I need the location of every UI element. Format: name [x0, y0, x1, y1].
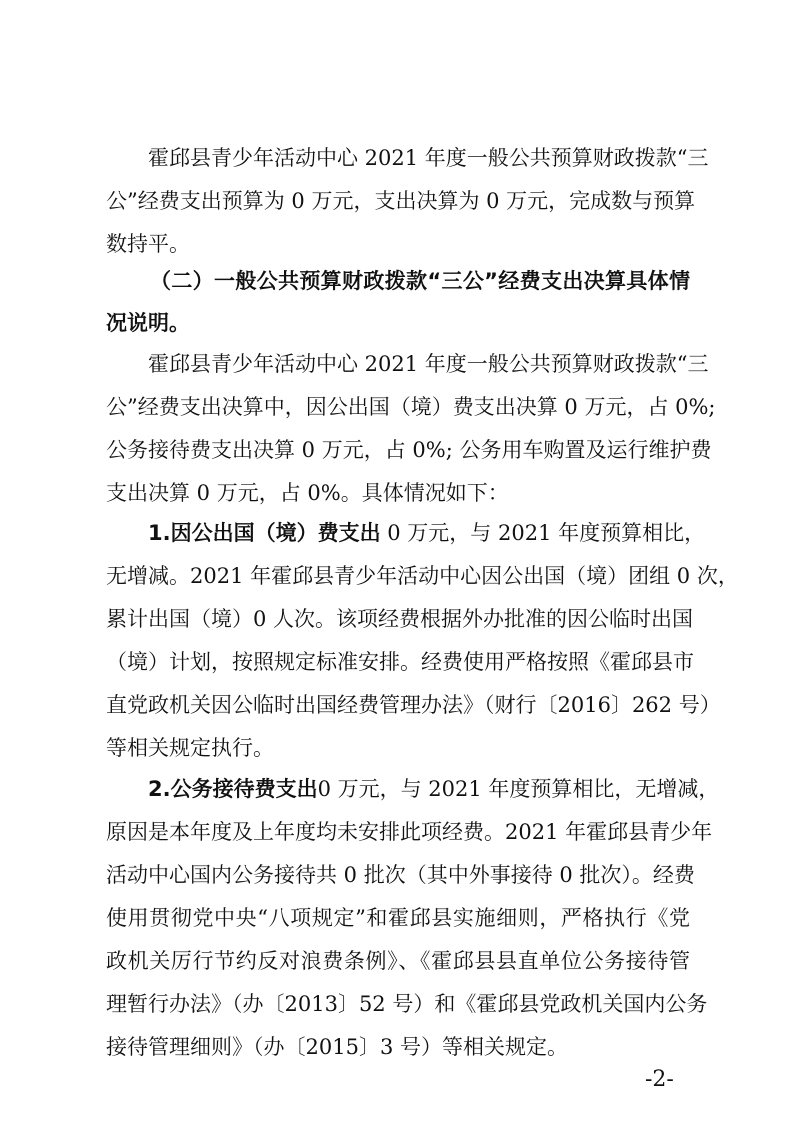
item-2-line-4: 使用贯彻党中央“八项规定”和霍邱县实施细则，严格执行《党 — [106, 906, 690, 930]
item-2-line-6: 理暂行办法》（办〔2013〕52 号）和《霍邱县党政机关国内公务 — [106, 992, 708, 1016]
item-2-first-line — [148, 774, 720, 804]
item-1-line-6: 等相关规定执行。 — [106, 736, 274, 760]
item-2-line-5: 政机关厉行节约反对浪费条例》、《霍邱县县直单位公务接待管 — [106, 949, 690, 973]
paragraph-1-line-1: 霍邱县青少年活动中心 2021 年度一般公共预算财政拨款“三 — [148, 146, 709, 170]
paragraph-2-line-2: 公”经费支出决算中，因公出国（境）费支出决算 0 万元，占 0%; — [106, 395, 716, 419]
section-heading-line-1: （二）一般公共预算财政拨款“三公”经费支出决算具体情 — [150, 269, 690, 293]
item-2-line-7: 接待管理细则》（办〔2015〕3 号）等相关规定。 — [106, 1035, 568, 1059]
section-heading-line-2: 况说明。 — [106, 311, 190, 335]
item-1-line-5: 直党政机关因公临时出国经费管理办法》（财行〔2016〕262 号） — [106, 693, 721, 717]
paragraph-2-line-4: 支出决算 0 万元，占 0%。具体情况如下： — [106, 481, 509, 505]
paragraph-2-line-3: 公务接待费支出决算 0 万元，占 0%; 公务用车购置及运行维护费 — [106, 438, 712, 462]
item-2-line-2: 原因是本年度及上年度均未安排此项经费。2021 年霍邱县青少年 — [106, 820, 713, 844]
item-2-line-3: 活动中心国内公务接待共 0 批次（其中外事接待 0 批次）。经费 — [106, 863, 695, 887]
paragraph-1-line-3: 数持平。 — [106, 232, 190, 256]
item-1-line-2: 无增减。2021 年霍邱县青少年活动中心因公出国（境）团组 0 次， — [106, 564, 739, 588]
item-2-label: 2.公务接待费支出 — [148, 777, 318, 801]
item-2-first-line-text: 0 万元，与 2021 年度预算相比，无增减， — [317, 777, 720, 801]
item-1-line-3: 累计出国（境）0 人次。该项经费根据外办批准的因公临时出国 — [106, 607, 694, 631]
item-1-first-line — [148, 518, 706, 548]
paragraph-2-line-1: 霍邱县青少年活动中心 2021 年度一般公共预算财政拨款“三 — [148, 352, 709, 376]
page-number: -2- — [645, 1067, 674, 1092]
item-1-label: 1.因公出国（境）费支出 — [148, 521, 381, 545]
paragraph-1-line-2: 公”经费支出预算为 0 万元，支出决算为 0 万元，完成数与预算 — [106, 189, 696, 213]
item-1-line-4: （境）计划，按照规定标准安排。经费使用严格按照《霍邱县市 — [106, 650, 694, 674]
item-1-first-line-text: 0 万元，与 2021 年度预算相比， — [380, 521, 706, 545]
